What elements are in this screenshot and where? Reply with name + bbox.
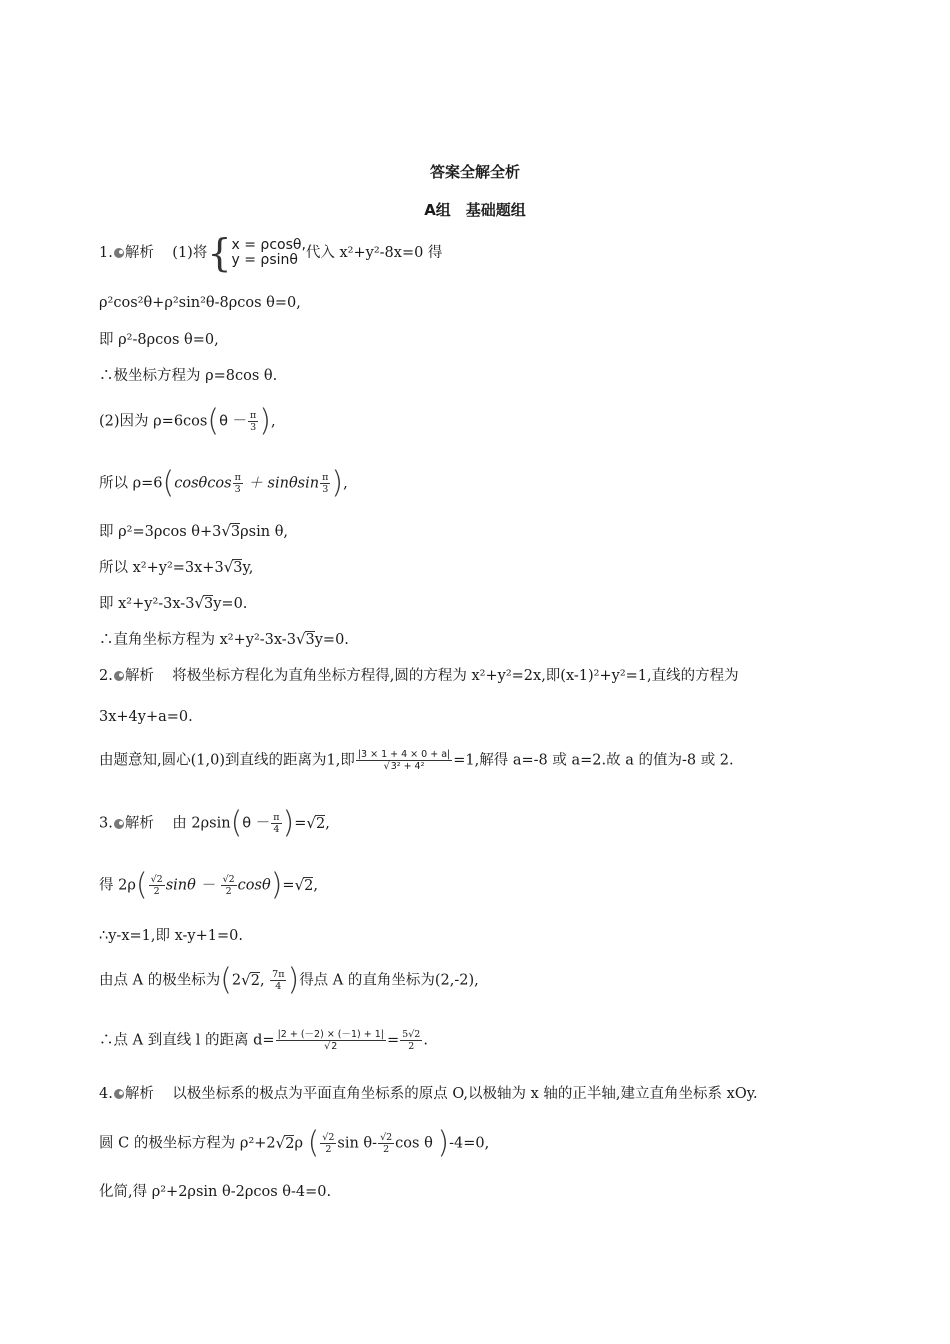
text-segment: 2 [231,972,242,989]
text-segment: , [271,413,276,430]
fraction [149,874,165,897]
text-segment: , [259,972,265,989]
radicand: 3 [230,524,241,540]
text-segment: 将极坐标方程化为直角坐标方程得,圆的方程为 x²+y²=2x,即(x-1)²+y²=1,直线的方程为 [172,668,739,684]
text-segment: . [423,1032,428,1049]
fraction [221,874,237,897]
q1-part1-tail: 代入 x²+y²-8x=0 得 [305,245,443,261]
text-segment: 得 2ρ [99,877,136,894]
equation-system [232,238,306,268]
numerator: √2 [150,874,163,885]
fraction [356,749,452,772]
text-segment: ∴点 A 到直线 l 的距离 d= [99,1032,275,1049]
paren-icon: ) [331,465,344,501]
text-segment: 5 [402,1029,409,1040]
q1-line-6 [99,465,348,501]
text-segment: sin θ- [337,1135,378,1152]
numerator: |2 + (－2) × (－1) + 1| [277,1029,384,1040]
fraction [276,1029,386,1052]
numerator: √2 [380,1132,393,1143]
sqrt-icon: √ [294,875,305,894]
q1-line-9 [99,593,247,614]
answer-badge-icon [114,1089,124,1099]
fraction [320,472,330,495]
text-segment: 由点 A 的极坐标为 [99,972,221,989]
q1-part1-intro: (1)将 [172,245,208,261]
paren-icon: ( [230,805,243,841]
paren-icon: ) [259,403,272,439]
numerator: 5√2 [402,1029,421,1040]
left-brace-icon: { [207,231,232,275]
text-segment: 所以 ρ=6 [99,475,163,492]
numerator: π [273,812,280,823]
sqrt-icon: √ [221,522,231,540]
text-segment: cosθ [237,877,271,894]
q2-line-1 [99,666,739,686]
fraction [271,812,281,835]
text-segment: 圆 C 的极坐标方程为 ρ²+2 [99,1135,276,1152]
paren-icon: ( [220,962,232,998]
numerator: √2 [322,1132,335,1143]
text-segment: 得点 A 的直角坐标为(2,-2), [299,972,479,989]
text-segment: ∴直角坐标方程为 x²+y²-3x-3 [99,632,296,648]
system-row-x: x = ρcosθ, [231,237,306,253]
paren-icon: ( [207,403,220,439]
text-segment: = [282,877,295,894]
numerator: 7π [272,969,285,980]
text-segment: θ － [219,413,248,430]
q3-line-2 [99,867,318,903]
q2-line-2: 3x+4y+a=0. [99,709,193,725]
q4-label: 解析 [124,1086,154,1102]
sqrt-icon: √ [223,558,234,576]
numerator: π [322,472,329,483]
paren-icon: ) [287,962,300,998]
text-segment: , [343,475,348,492]
text-segment: ρsin θ, [240,524,289,540]
q3-number: 3. [99,815,113,832]
sqrt-icon: √ [295,630,306,648]
radicand: 3 [204,596,214,612]
text-segment: θ － [242,815,271,832]
text-segment: = [294,815,307,832]
numerator: π [234,472,241,483]
answer-badge-icon [114,671,124,681]
q1-line-5 [99,403,276,439]
text-segment: = [387,1032,400,1049]
denominator: 4 [275,981,282,992]
denominator: 2 [225,886,232,897]
text-segment: y=0. [213,596,248,612]
q1-line-3: 即 ρ²-8ρcos θ=0, [99,332,219,348]
fraction [233,472,243,495]
numerator: π [250,410,257,421]
text-segment: -4=0, [449,1135,490,1152]
radicand: 2 [285,1135,295,1152]
text-segment: cos θ [395,1135,433,1152]
radicand: 3² + 4² [390,761,425,772]
q2-line-3 [99,749,734,772]
section-heading: A组 基础题组 [424,201,526,219]
fraction [400,1029,422,1052]
paren-icon: ) [270,867,283,903]
text-segment: =1,解得 a=-8 或 a=2.故 a 的值为-8 或 2. [453,752,734,769]
q4-number: 4. [99,1086,113,1102]
q3-line-5 [99,1029,428,1052]
radicand: 2 [250,972,260,989]
q3-line-4 [99,962,479,998]
q1-line-1 [99,231,443,275]
text-segment: 由 2ρsin [172,815,231,832]
denominator: 4 [273,824,280,835]
paren-icon: ( [307,1125,320,1161]
answer-badge-icon [114,819,124,829]
text-segment: y=0. [314,632,349,648]
sqrt-icon: √ [275,1133,286,1152]
system-row-y: y = ρsinθ [231,252,298,268]
answer-badge-icon [114,248,124,258]
text-segment: cosθcos [174,475,232,492]
fraction [320,1132,336,1155]
text-segment: (2)因为 ρ=6cos [99,413,208,430]
q1-line-4: ∴极坐标方程为 ρ=8cos θ. [99,368,278,384]
sqrt-icon: √ [241,970,251,989]
paren-icon: ( [135,867,148,903]
fraction [378,1132,394,1155]
paren-icon: ) [282,805,295,841]
q3-line-3: ∴y-x=1,即 x-y+1=0. [99,928,243,944]
numerator: √2 [222,874,235,885]
denominator: 2 [325,1144,332,1155]
denominator: 3 [322,484,329,495]
q1-line-10 [99,629,349,650]
q4-line-3: 化简,得 ρ²+2ρsin θ-2ρcos θ-4=0. [99,1184,332,1200]
q4-line-1 [99,1084,758,1104]
fraction [270,969,286,992]
text-segment: sinθ － [165,877,215,894]
text-segment: y, [242,560,254,576]
denominator: 3 [234,484,241,495]
denominator: 2 [383,1144,390,1155]
q4-line-2 [99,1125,490,1161]
q2-number: 2. [99,668,113,684]
denominator: 3 [250,422,257,433]
q1-line-8 [99,557,253,578]
text-segment: 即 x²+y²-3x-3 [99,596,195,612]
denominator: √3² + 4² [383,761,425,772]
text-segment: 由题意知,圆心(1,0)到直线的距离为1,即 [99,752,355,769]
q1-line-2: ρ²cos²θ+ρ²sin²θ-8ρcos θ=0, [99,295,301,311]
fraction [248,410,258,433]
sqrt-icon: √ [306,813,316,832]
sqrt-icon: √ [194,594,204,612]
text-segment: , [325,815,330,832]
denominator: 2 [153,886,160,897]
radicand: 2 [315,815,326,832]
radicand: 3 [305,632,315,648]
radicand: 2 [304,877,314,894]
text-segment: ρ [294,1135,303,1152]
radicand: 2 [414,1029,421,1040]
radicand: 3 [233,560,243,576]
q2-label: 解析 [124,668,154,684]
q1-number: 1. [99,245,113,261]
text-segment: ＋ sinθsin [248,475,320,492]
numerator: |3 × 1 + 4 × 0 + a| [357,749,451,760]
denominator: 2 [408,1041,415,1052]
text-segment: 所以 x²+y²=3x+3 [99,560,224,576]
q1-label: 解析 [124,245,154,261]
denominator: √2 [324,1041,338,1052]
text-segment: 即 ρ²=3ρcos θ+3 [99,524,222,540]
radicand: 2 [331,1041,338,1052]
text-segment: , [313,877,318,894]
q3-label: 解析 [124,815,154,832]
paren-icon: ) [437,1125,450,1161]
page-title: 答案全解全析 [429,163,520,181]
q1-line-7 [99,521,288,542]
text-segment: 以极坐标系的极点为平面直角坐标系的原点 O,以极轴为 x 轴的正半轴,建立直角坐标系 xOy. [172,1086,758,1102]
paren-icon: ( [162,465,175,501]
q3-line-1 [99,805,330,841]
